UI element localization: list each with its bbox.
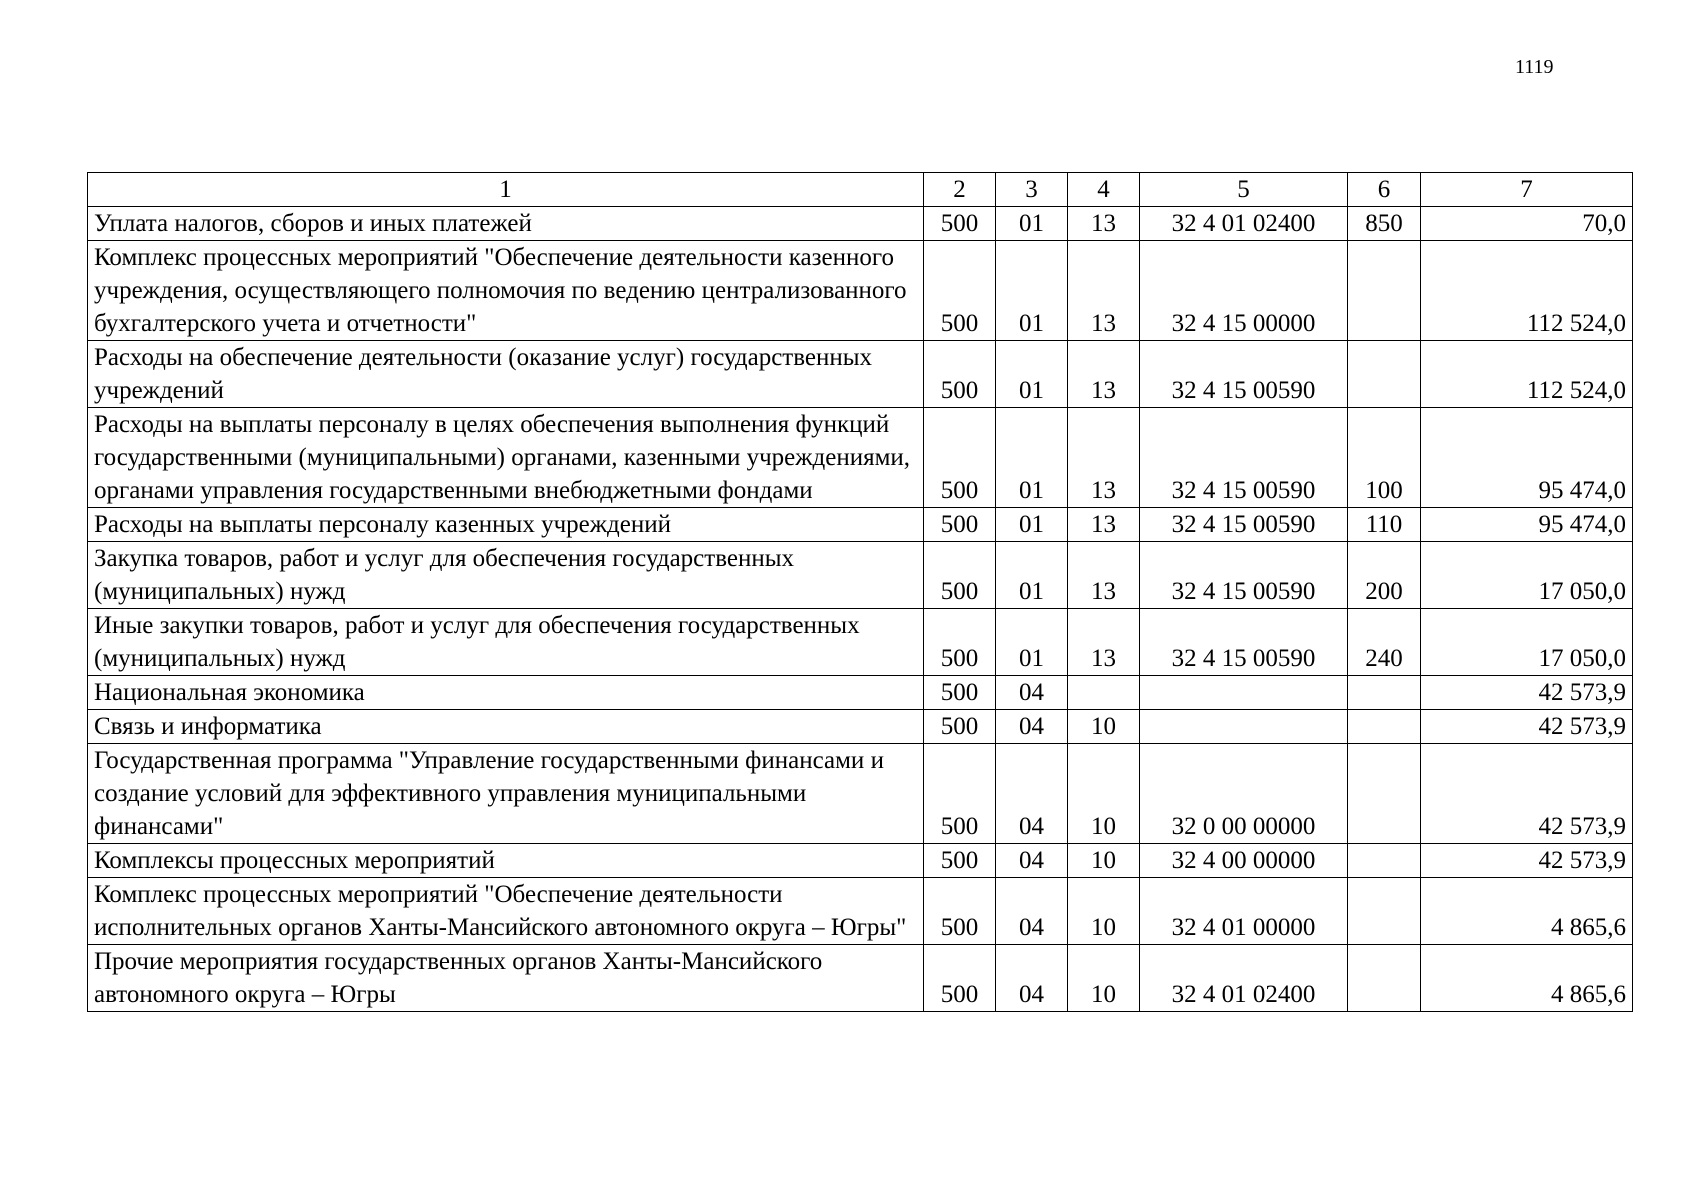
cell-code-5 [1140, 676, 1348, 710]
cell-code-6 [1348, 710, 1421, 744]
cell-code-2: 500 [924, 744, 996, 844]
col-header-6: 6 [1348, 173, 1421, 207]
cell-code-5: 32 0 00 00000 [1140, 744, 1348, 844]
cell-code-3: 01 [996, 508, 1068, 542]
cell-amount: 112 524,0 [1421, 341, 1633, 408]
cell-code-2: 500 [924, 609, 996, 676]
cell-code-4: 13 [1068, 508, 1140, 542]
cell-code-5 [1140, 710, 1348, 744]
cell-code-5: 32 4 01 02400 [1140, 945, 1348, 1012]
cell-code-4: 10 [1068, 744, 1140, 844]
cell-amount: 42 573,9 [1421, 844, 1633, 878]
cell-code-6 [1348, 945, 1421, 1012]
cell-code-4: 10 [1068, 878, 1140, 945]
cell-amount: 42 573,9 [1421, 676, 1633, 710]
cell-amount: 17 050,0 [1421, 609, 1633, 676]
row-name: Закупка товаров, работ и услуг для обеспечения государственных (муниципальных) нужд [88, 542, 924, 609]
table-row [88, 744, 1633, 844]
table-row [88, 844, 1633, 878]
cell-code-5: 32 4 00 00000 [1140, 844, 1348, 878]
col-header-4: 4 [1068, 173, 1140, 207]
cell-code-4: 13 [1068, 542, 1140, 609]
cell-code-5: 32 4 01 00000 [1140, 878, 1348, 945]
cell-code-3: 04 [996, 676, 1068, 710]
cell-code-6: 850 [1348, 207, 1421, 241]
cell-code-5: 32 4 15 00590 [1140, 341, 1348, 408]
cell-code-5: 32 4 15 00590 [1140, 408, 1348, 508]
row-name: Комплексы процессных мероприятий [88, 844, 924, 878]
cell-code-2: 500 [924, 241, 996, 341]
cell-code-3: 01 [996, 241, 1068, 341]
row-name: Иные закупки товаров, работ и услуг для обеспечения государственных (муниципальных) нужд [88, 609, 924, 676]
cell-code-4: 13 [1068, 609, 1140, 676]
cell-code-3: 04 [996, 878, 1068, 945]
cell-code-6 [1348, 878, 1421, 945]
cell-code-2: 500 [924, 408, 996, 508]
cell-code-5: 32 4 01 02400 [1140, 207, 1348, 241]
row-name: Связь и информатика [88, 710, 924, 744]
cell-code-3: 04 [996, 710, 1068, 744]
col-header-1: 1 [88, 173, 924, 207]
cell-code-2: 500 [924, 542, 996, 609]
cell-code-6: 100 [1348, 408, 1421, 508]
cell-code-6 [1348, 241, 1421, 341]
cell-code-5: 32 4 15 00000 [1140, 241, 1348, 341]
row-name: Прочие мероприятия государственных органов Ханты-Мансийского автономного округа – Югры [88, 945, 924, 1012]
table-row [88, 676, 1633, 710]
cell-code-3: 01 [996, 542, 1068, 609]
cell-code-4: 13 [1068, 408, 1140, 508]
row-name: Комплекс процессных мероприятий "Обеспечение деятельности казенного учреждения, осуществляющего полномочия по ведению централизованного бухгалтерского учета и отчетности" [88, 241, 924, 341]
cell-code-6: 110 [1348, 508, 1421, 542]
table-row [88, 408, 1633, 508]
col-header-5: 5 [1140, 173, 1348, 207]
cell-amount: 95 474,0 [1421, 508, 1633, 542]
page-number: 1119 [1515, 56, 1554, 78]
cell-amount: 95 474,0 [1421, 408, 1633, 508]
cell-amount: 70,0 [1421, 207, 1633, 241]
cell-code-4: 13 [1068, 207, 1140, 241]
row-name: Расходы на выплаты персоналу казенных учреждений [88, 508, 924, 542]
cell-code-2: 500 [924, 676, 996, 710]
table-row [88, 609, 1633, 676]
row-name: Государственная программа "Управление государственными финансами и создание условий для эффективного управления муниципальными финансами" [88, 744, 924, 844]
cell-code-2: 500 [924, 710, 996, 744]
col-header-2: 2 [924, 173, 996, 207]
header-row [88, 173, 1633, 207]
cell-code-6 [1348, 341, 1421, 408]
cell-code-4: 10 [1068, 710, 1140, 744]
table-row [88, 241, 1633, 341]
table-row [88, 542, 1633, 609]
cell-code-3: 04 [996, 744, 1068, 844]
cell-amount: 42 573,9 [1421, 710, 1633, 744]
cell-amount: 42 573,9 [1421, 744, 1633, 844]
cell-code-6 [1348, 744, 1421, 844]
cell-code-3: 04 [996, 945, 1068, 1012]
cell-code-3: 01 [996, 207, 1068, 241]
cell-code-5: 32 4 15 00590 [1140, 609, 1348, 676]
row-name: Национальная экономика [88, 676, 924, 710]
table-row [88, 878, 1633, 945]
table-row [88, 508, 1633, 542]
row-name: Комплекс процессных мероприятий "Обеспечение деятельности исполнительных органов Ханты-Мансийского автономного округа – Югры" [88, 878, 924, 945]
cell-code-2: 500 [924, 844, 996, 878]
cell-code-6 [1348, 676, 1421, 710]
table-row [88, 207, 1633, 241]
cell-code-6 [1348, 844, 1421, 878]
cell-amount: 112 524,0 [1421, 241, 1633, 341]
cell-code-2: 500 [924, 878, 996, 945]
cell-code-6: 200 [1348, 542, 1421, 609]
cell-code-5: 32 4 15 00590 [1140, 508, 1348, 542]
cell-code-3: 04 [996, 844, 1068, 878]
table-row [88, 341, 1633, 408]
cell-code-3: 01 [996, 341, 1068, 408]
cell-code-6: 240 [1348, 609, 1421, 676]
cell-code-2: 500 [924, 207, 996, 241]
row-name: Расходы на обеспечение деятельности (оказание услуг) государственных учреждений [88, 341, 924, 408]
cell-code-2: 500 [924, 945, 996, 1012]
table-row [88, 710, 1633, 744]
budget-table [87, 172, 1633, 1012]
cell-code-3: 01 [996, 609, 1068, 676]
cell-code-4: 13 [1068, 341, 1140, 408]
row-name: Уплата налогов, сборов и иных платежей [88, 207, 924, 241]
cell-code-4: 10 [1068, 945, 1140, 1012]
col-header-3: 3 [996, 173, 1068, 207]
cell-amount: 4 865,6 [1421, 878, 1633, 945]
cell-code-4 [1068, 676, 1140, 710]
cell-amount: 4 865,6 [1421, 945, 1633, 1012]
cell-code-3: 01 [996, 408, 1068, 508]
cell-amount: 17 050,0 [1421, 542, 1633, 609]
cell-code-5: 32 4 15 00590 [1140, 542, 1348, 609]
cell-code-2: 500 [924, 508, 996, 542]
table-row [88, 945, 1633, 1012]
cell-code-4: 13 [1068, 241, 1140, 341]
col-header-7: 7 [1421, 173, 1633, 207]
row-name: Расходы на выплаты персоналу в целях обеспечения выполнения функций государственными (муниципальными) органами, казенными учреждениями, органами управления государственными внебюджетными фондами [88, 408, 924, 508]
cell-code-4: 10 [1068, 844, 1140, 878]
cell-code-2: 500 [924, 341, 996, 408]
